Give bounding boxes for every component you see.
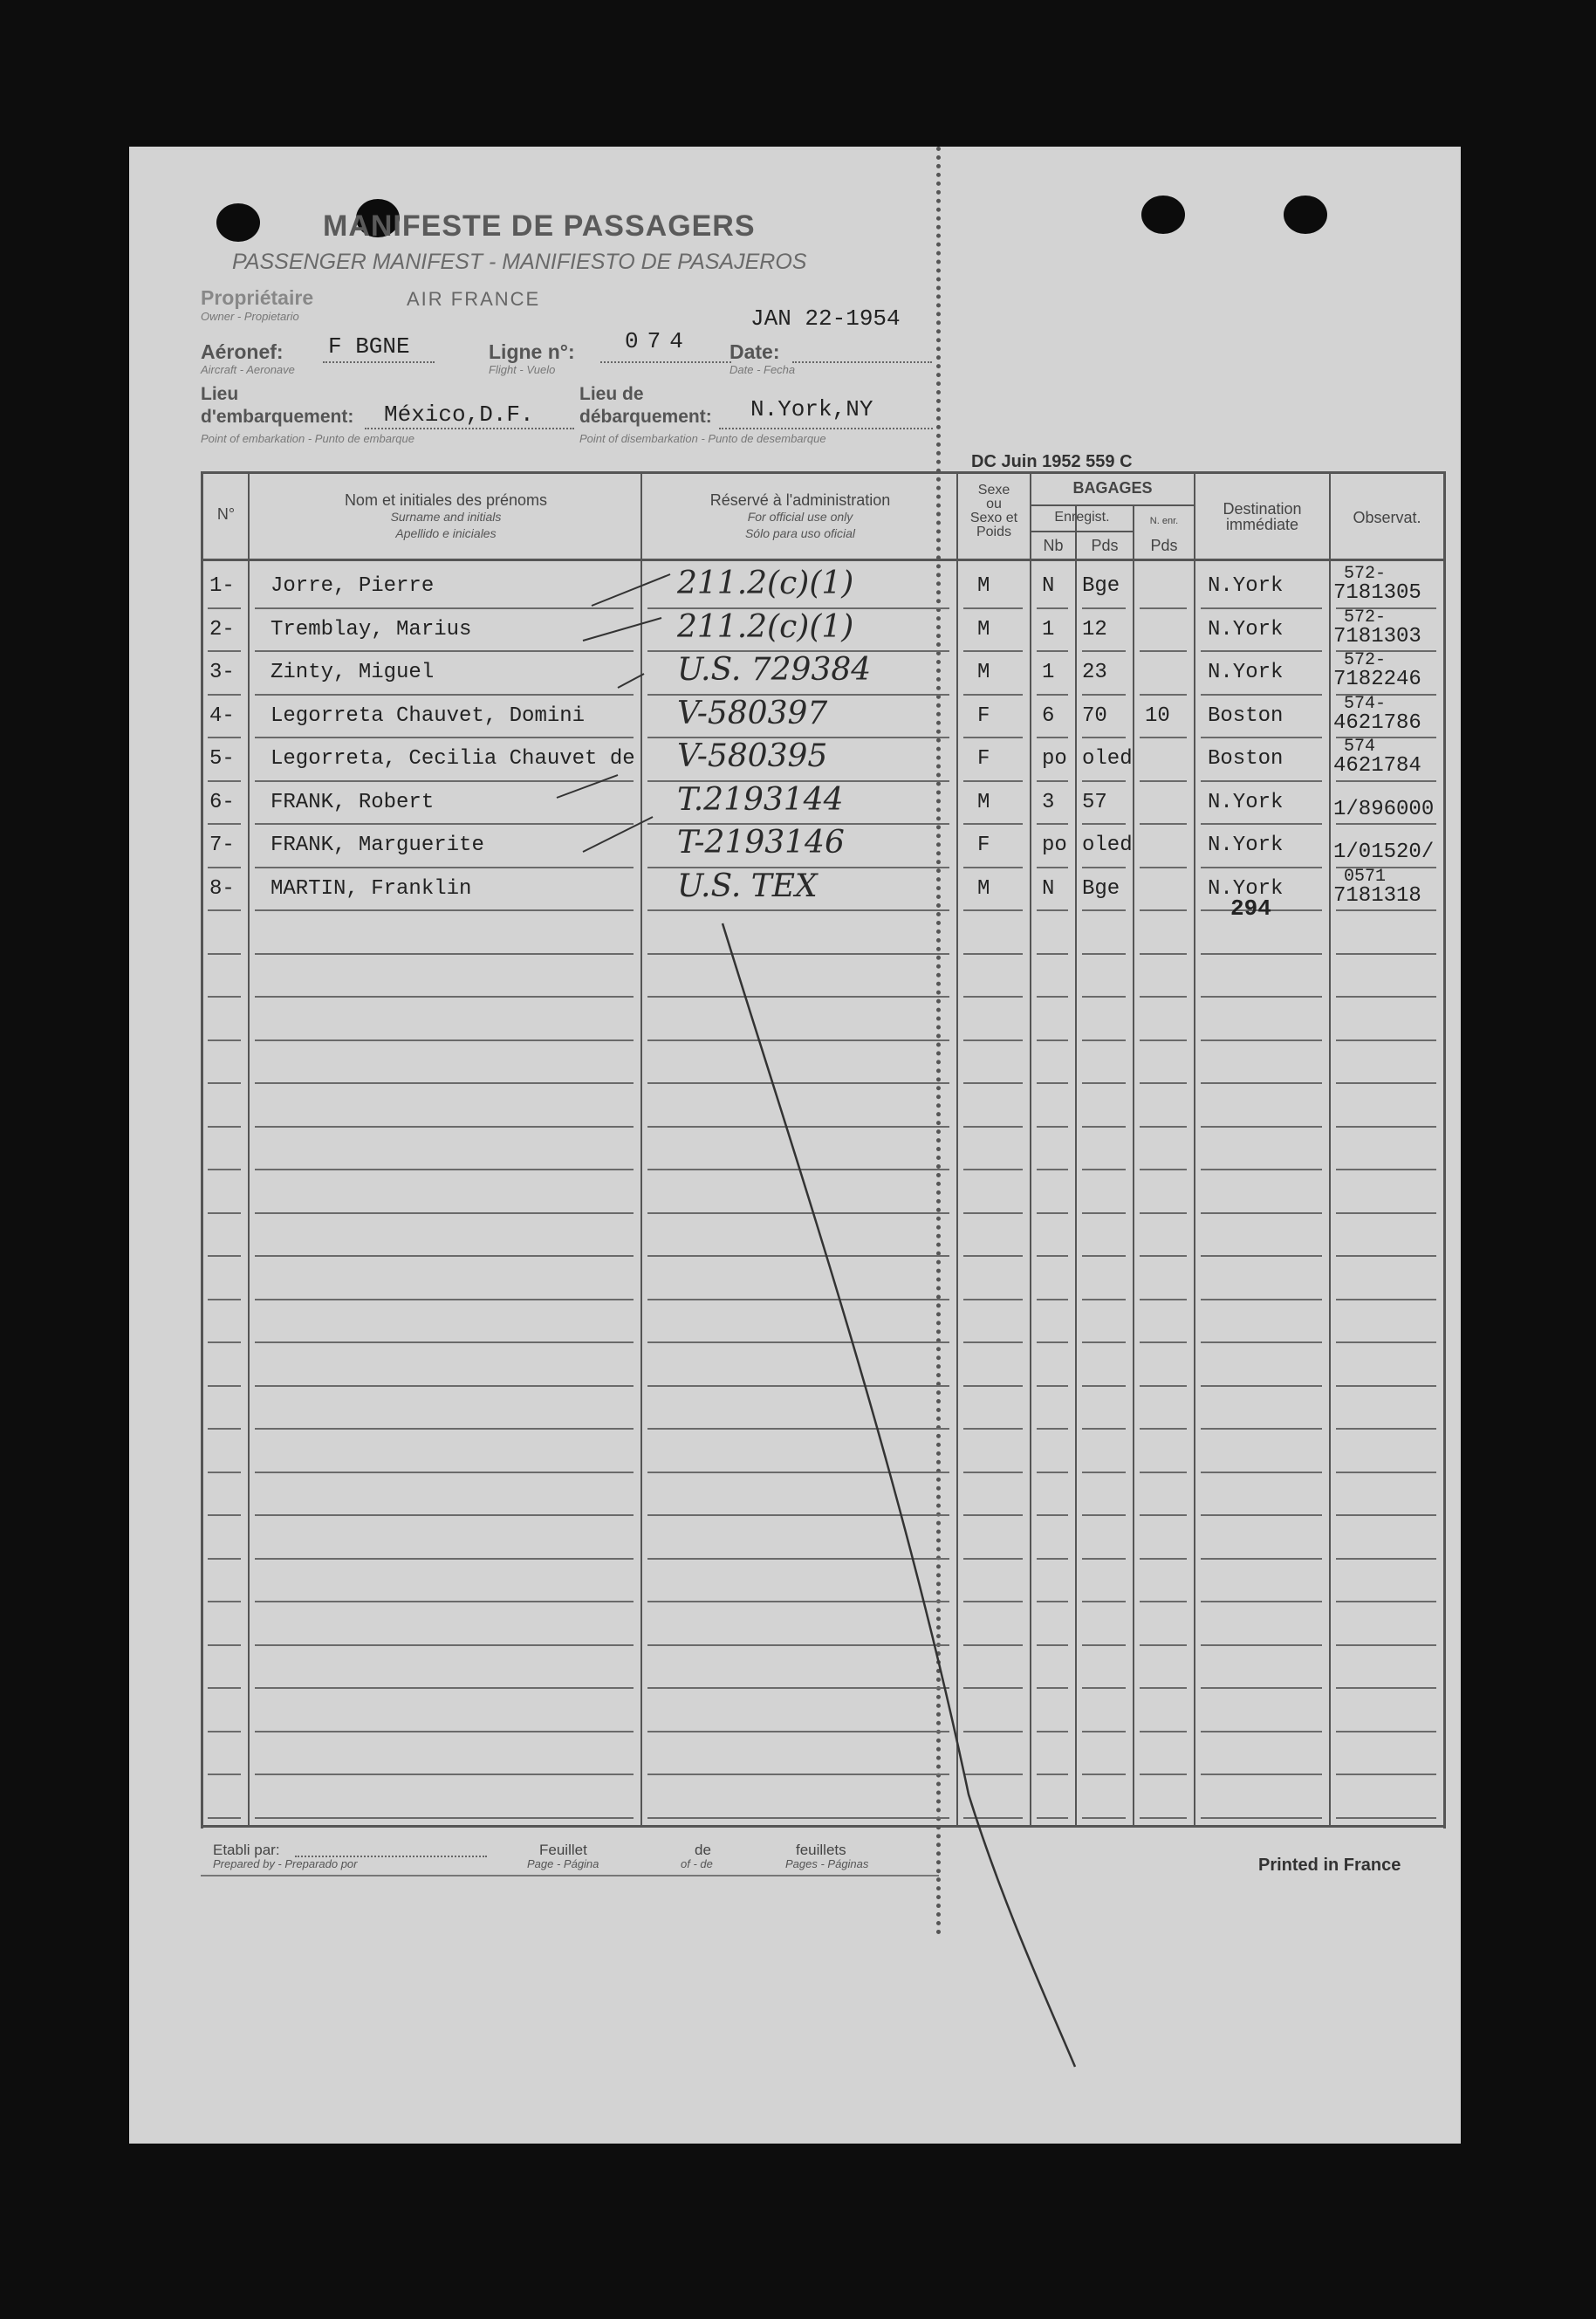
- manifest-page: [129, 147, 1461, 2144]
- row-no: 8-: [209, 877, 235, 901]
- row-dest: N.York: [1208, 574, 1284, 598]
- row-obs1: 572-: [1344, 564, 1387, 584]
- row-obs1: 574: [1344, 737, 1376, 757]
- row-name: Jorre, Pierre: [271, 574, 435, 598]
- row-no: 4-: [209, 704, 235, 728]
- row-no: 6-: [209, 791, 235, 814]
- sheet-sub: Page - Página: [527, 1857, 599, 1870]
- row-dest: Boston: [1208, 704, 1284, 728]
- sheets-sub: Pages - Páginas: [785, 1857, 869, 1870]
- row-no: 2-: [209, 618, 235, 641]
- row-sex: M: [977, 661, 990, 684]
- owner-label: Propriétaire: [201, 286, 314, 309]
- col-remarks: Observat.: [1353, 509, 1421, 526]
- row-name: Tremblay, Marius: [271, 618, 472, 641]
- aircraft-label: Aéronef:: [201, 340, 284, 363]
- row-admin: V-580397: [677, 696, 828, 731]
- row-pds: 70: [1082, 704, 1107, 728]
- row-dest: N.York: [1208, 661, 1284, 684]
- row-dest: N.York: [1208, 834, 1284, 857]
- embark-label-2: d'embarquement:: [201, 407, 354, 427]
- date-label: Date:: [730, 340, 780, 363]
- row-nb: 1: [1042, 661, 1055, 684]
- row-admin: 211.2(c)(1): [677, 566, 854, 601]
- form-code: DC Juin 1952 559 C: [971, 452, 1133, 471]
- row-obs1: 0571: [1344, 867, 1387, 887]
- col-nb: Nb: [1043, 537, 1064, 554]
- row-sex: M: [977, 618, 990, 641]
- row-name: FRANK, Robert: [271, 791, 435, 814]
- row-name: Legorreta, Cecilia Chauvet de: [271, 747, 635, 771]
- extra-mark: 294: [1230, 895, 1271, 922]
- row-admin: 211.2(c)(1): [677, 609, 854, 645]
- row-obs1: 572-: [1344, 607, 1387, 628]
- row-nb: po: [1042, 747, 1067, 771]
- row-admin: V-580395: [677, 738, 828, 774]
- debark-label-2: débarquement:: [579, 407, 712, 427]
- prepared-label: Etabli par:: [213, 1842, 280, 1858]
- of-sub: of - de: [681, 1857, 713, 1870]
- row-dest: N.York: [1208, 618, 1284, 641]
- col-sex: Sexe ou Sexo et Poids: [969, 483, 1018, 539]
- embark-label-1: Lieu: [201, 384, 239, 404]
- sheets-label: feuillets: [796, 1842, 846, 1858]
- row-sex: F: [977, 747, 990, 771]
- col-admin: Réservé à l'administration For official use only Sólo para uso oficial: [709, 491, 891, 540]
- row-pds: 57: [1082, 791, 1107, 814]
- row-name: Legorreta Chauvet, Domini: [271, 704, 586, 728]
- owner-sub: Owner - Propietario: [201, 310, 299, 323]
- row-obs2: 4621784: [1333, 754, 1421, 778]
- col-excess-pds: Pds: [1150, 537, 1178, 554]
- row-admin: U.S. 729384: [677, 652, 872, 688]
- row-sex: F: [977, 704, 990, 728]
- row-pds: oled: [1082, 834, 1133, 857]
- row-nb: 1: [1042, 618, 1055, 641]
- row-pds: oled: [1082, 747, 1133, 771]
- row-nb: po: [1042, 834, 1067, 857]
- row-sex: M: [977, 574, 990, 598]
- owner-value: AIR FRANCE: [407, 288, 541, 310]
- row-dest: N.York: [1208, 877, 1284, 901]
- col-baggage: BAGAGES: [1072, 479, 1153, 497]
- row-obs2: 7182246: [1333, 668, 1421, 691]
- row-no: 5-: [209, 747, 235, 771]
- row-sex: M: [977, 877, 990, 901]
- row-obs1: 574-: [1344, 694, 1387, 714]
- embark-sub: Point of embarkation - Punto de embarque: [201, 432, 414, 445]
- row-admin: T-2193146: [677, 825, 845, 861]
- row-nb: N: [1042, 574, 1055, 598]
- embark-value: México,D.F.: [384, 401, 534, 428]
- col-pds: Pds: [1091, 537, 1119, 554]
- row-pds: Bge: [1082, 877, 1120, 901]
- col-excess: N. enr.: [1149, 516, 1179, 526]
- row-dest: Boston: [1208, 747, 1284, 771]
- debark-label-1: Lieu de: [579, 384, 644, 404]
- row-pds: Bge: [1082, 574, 1120, 598]
- row-name: MARTIN, Franklin: [271, 877, 472, 901]
- row-no: 1-: [209, 574, 235, 598]
- row-nb: 3: [1042, 791, 1055, 814]
- row-admin: U.S. TEX: [677, 868, 818, 904]
- aircraft-value: F BGNE: [328, 333, 410, 360]
- row-nb: 6: [1042, 704, 1055, 728]
- page-subtitle: PASSENGER MANIFEST - MANIFIESTO DE PASAJEROS: [232, 250, 807, 274]
- sheet-label: Feuillet: [539, 1842, 587, 1858]
- row-sex: F: [977, 834, 990, 857]
- col-name: Nom et initiales des prénoms Surname and initials Apellido e iniciales: [344, 491, 548, 540]
- col-destination: Destination immédiate: [1223, 500, 1302, 533]
- flight-value: 074: [625, 328, 692, 354]
- row-pds: 23: [1082, 661, 1107, 684]
- row-nb: N: [1042, 877, 1055, 901]
- row-obs2: 1/896000: [1333, 798, 1435, 821]
- flight-sub: Flight - Vuelo: [489, 363, 556, 376]
- of-label: de: [695, 1842, 711, 1858]
- row-obs2: 7181318: [1333, 884, 1421, 908]
- prepared-sub: Prepared by - Preparado por: [213, 1857, 358, 1870]
- page-title: MANIFESTE DE PASSAGERS: [323, 209, 756, 243]
- row-sex: M: [977, 791, 990, 814]
- row-excess: 10: [1145, 704, 1170, 728]
- row-admin: T.2193144: [677, 782, 844, 818]
- debark-sub: Point of disembarkation - Punto de desembarque: [579, 432, 826, 445]
- debark-value: N.York,NY: [750, 396, 873, 422]
- col-no: N°: [216, 505, 236, 523]
- row-obs2: 7181303: [1333, 625, 1421, 648]
- col-registered: Enregist.: [1054, 510, 1110, 525]
- printed-in-france: Printed in France: [1258, 1856, 1401, 1875]
- row-name: Zinty, Miguel: [271, 661, 435, 684]
- pen-marks: [129, 147, 1461, 2144]
- row-name: FRANK, Marguerite: [271, 834, 484, 857]
- row-no: 3-: [209, 661, 235, 684]
- row-pds: 12: [1082, 618, 1107, 641]
- aircraft-sub: Aircraft - Aeronave: [201, 363, 295, 376]
- row-obs2: 1/01520/: [1333, 840, 1435, 864]
- flight-label: Ligne n°:: [489, 340, 575, 363]
- row-dest: N.York: [1208, 791, 1284, 814]
- row-obs1: 572-: [1344, 650, 1387, 670]
- row-obs2: 7181305: [1333, 581, 1421, 605]
- date-sub: Date - Fecha: [730, 363, 796, 376]
- row-no: 7-: [209, 834, 235, 857]
- row-obs2: 4621786: [1333, 711, 1421, 735]
- date-value: JAN 22-1954: [750, 305, 901, 332]
